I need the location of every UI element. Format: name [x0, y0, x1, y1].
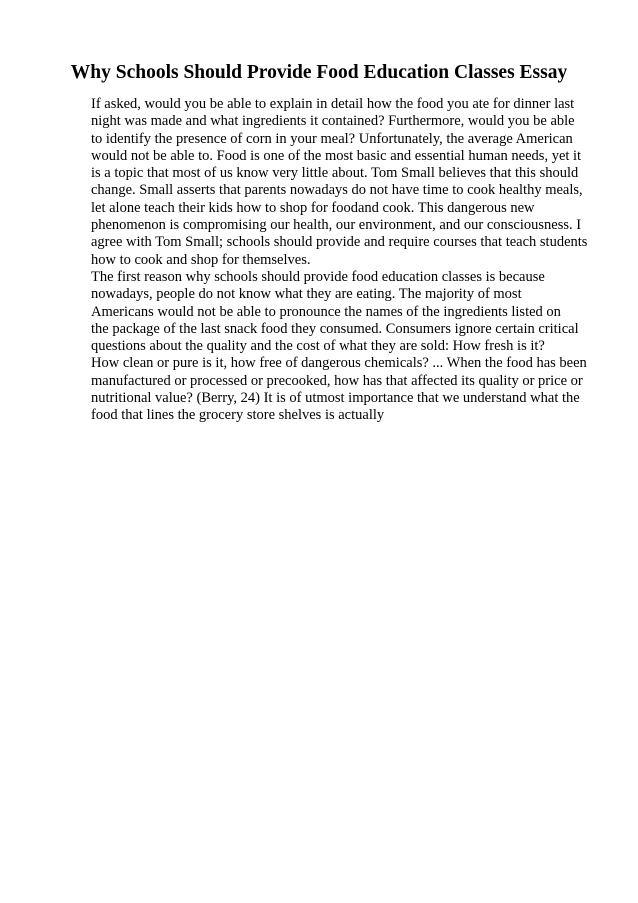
body-line: the package of the last snack food they consumed. Consumers ignore certain critical	[91, 320, 579, 337]
body-line: manufactured or processed or precooked, how has that affected its quality or price or	[91, 372, 583, 389]
body-line: would not be able to. Food is one of the most basic and essential human needs, yet it	[91, 147, 582, 164]
body-line: nowadays, people do not know what they are eating. The majority of most	[91, 286, 522, 303]
body-line: to identify the presence of corn in your meal? Unfortunately, the average American	[91, 130, 573, 147]
body-line: change. Small asserts that parents nowadays do not have time to cook healthy meals,	[91, 182, 583, 199]
body-line: food that lines the grocery store shelves is actually	[91, 407, 385, 424]
body-line: How clean or pure is it, how free of dangerous chemicals? ... When the food has been	[91, 355, 587, 372]
body-line: If asked, would you be able to explain in detail how the food you ate for dinner last	[91, 96, 575, 112]
body-line: is a topic that most of us know very little about. Tom Small believes that this should	[91, 165, 579, 182]
body-line: Americans would not be able to pronounce the names of the ingredients listed on	[91, 303, 561, 320]
body-line: how to cook and shop for themselves.	[91, 251, 311, 268]
body-line: agree with Tom Small; schools should provide and require courses that teach students	[91, 234, 588, 251]
body-line: night was made and what ingredients it contained? Furthermore, would you be able	[91, 113, 575, 130]
body-line: questions about the quality and the cost of what they are sold: How fresh is it?	[91, 338, 545, 355]
body-line: nutritional value? (Berry, 24) It is of utmost importance that we understand what the	[91, 390, 580, 407]
essay-title: Why Schools Should Provide Food Education Classes Essay	[70, 62, 568, 83]
essay-body	[91, 96, 631, 425]
body-line: let alone teach their kids how to shop for foodand cook. This dangerous new	[91, 199, 535, 216]
body-line: phenomenon is compromising our health, our environment, and our consciousness. I	[91, 217, 582, 234]
body-line: The first reason why schools should provide food education classes is because	[91, 268, 545, 285]
